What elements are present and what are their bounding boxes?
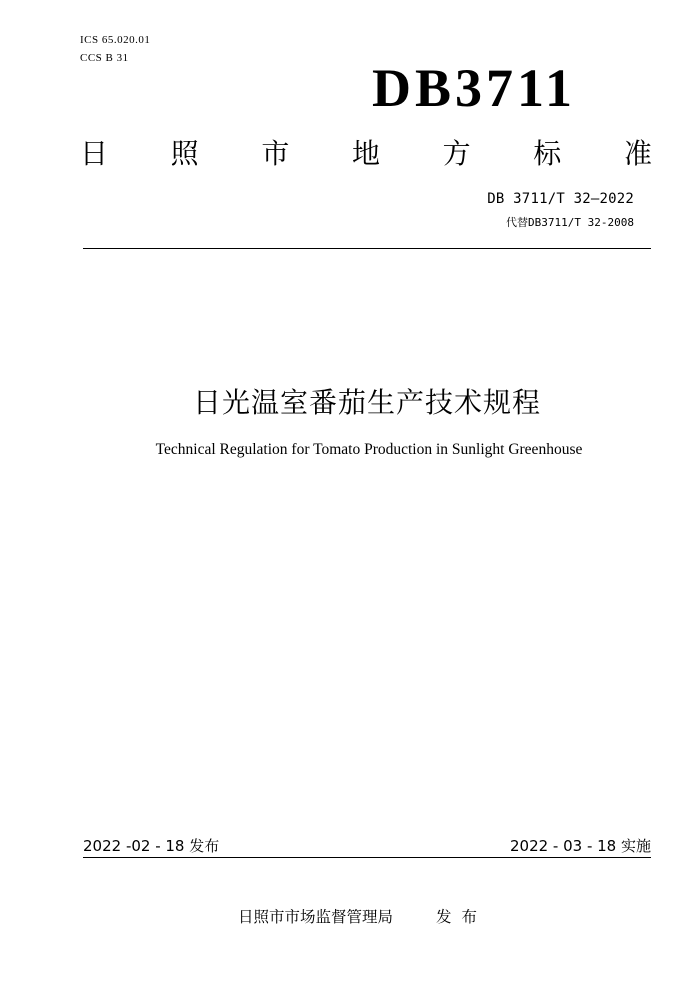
standard-number: DB 3711/T 32—2022 [487, 191, 634, 207]
issue-date: 2022 -02 - 18 发布 [83, 837, 220, 855]
standard-type-char: 地 [351, 137, 380, 170]
standard-type-char: 日 [80, 137, 109, 170]
standard-type-char: 标 [533, 137, 562, 170]
standard-type-heading [80, 132, 652, 172]
issuer-name: 日照市市场监督管理局 [238, 908, 394, 926]
ics-code: ICS 65.020.01 [80, 34, 151, 46]
standard-type-char: 照 [170, 137, 199, 170]
standard-type-char: 方 [442, 137, 471, 170]
title-chinese: 日光温室番茄生产技术规程 [192, 386, 541, 419]
implementation-date: 2022 - 03 - 18 实施 [509, 837, 651, 855]
title-english: Technical Regulation for Tomato Production in Sunlight Greenhouse [155, 441, 583, 458]
issuer-verb: 发布 [436, 908, 488, 926]
db-code-logo: DB3711 [372, 58, 577, 118]
bottom-divider [83, 857, 651, 858]
standard-type-char: 市 [261, 137, 290, 170]
top-divider [83, 248, 651, 249]
standard-type-char: 准 [623, 137, 652, 170]
ccs-code: CCS B 31 [80, 52, 129, 64]
replaces-note: 代替DB3711/T 32-2008 [506, 216, 634, 229]
